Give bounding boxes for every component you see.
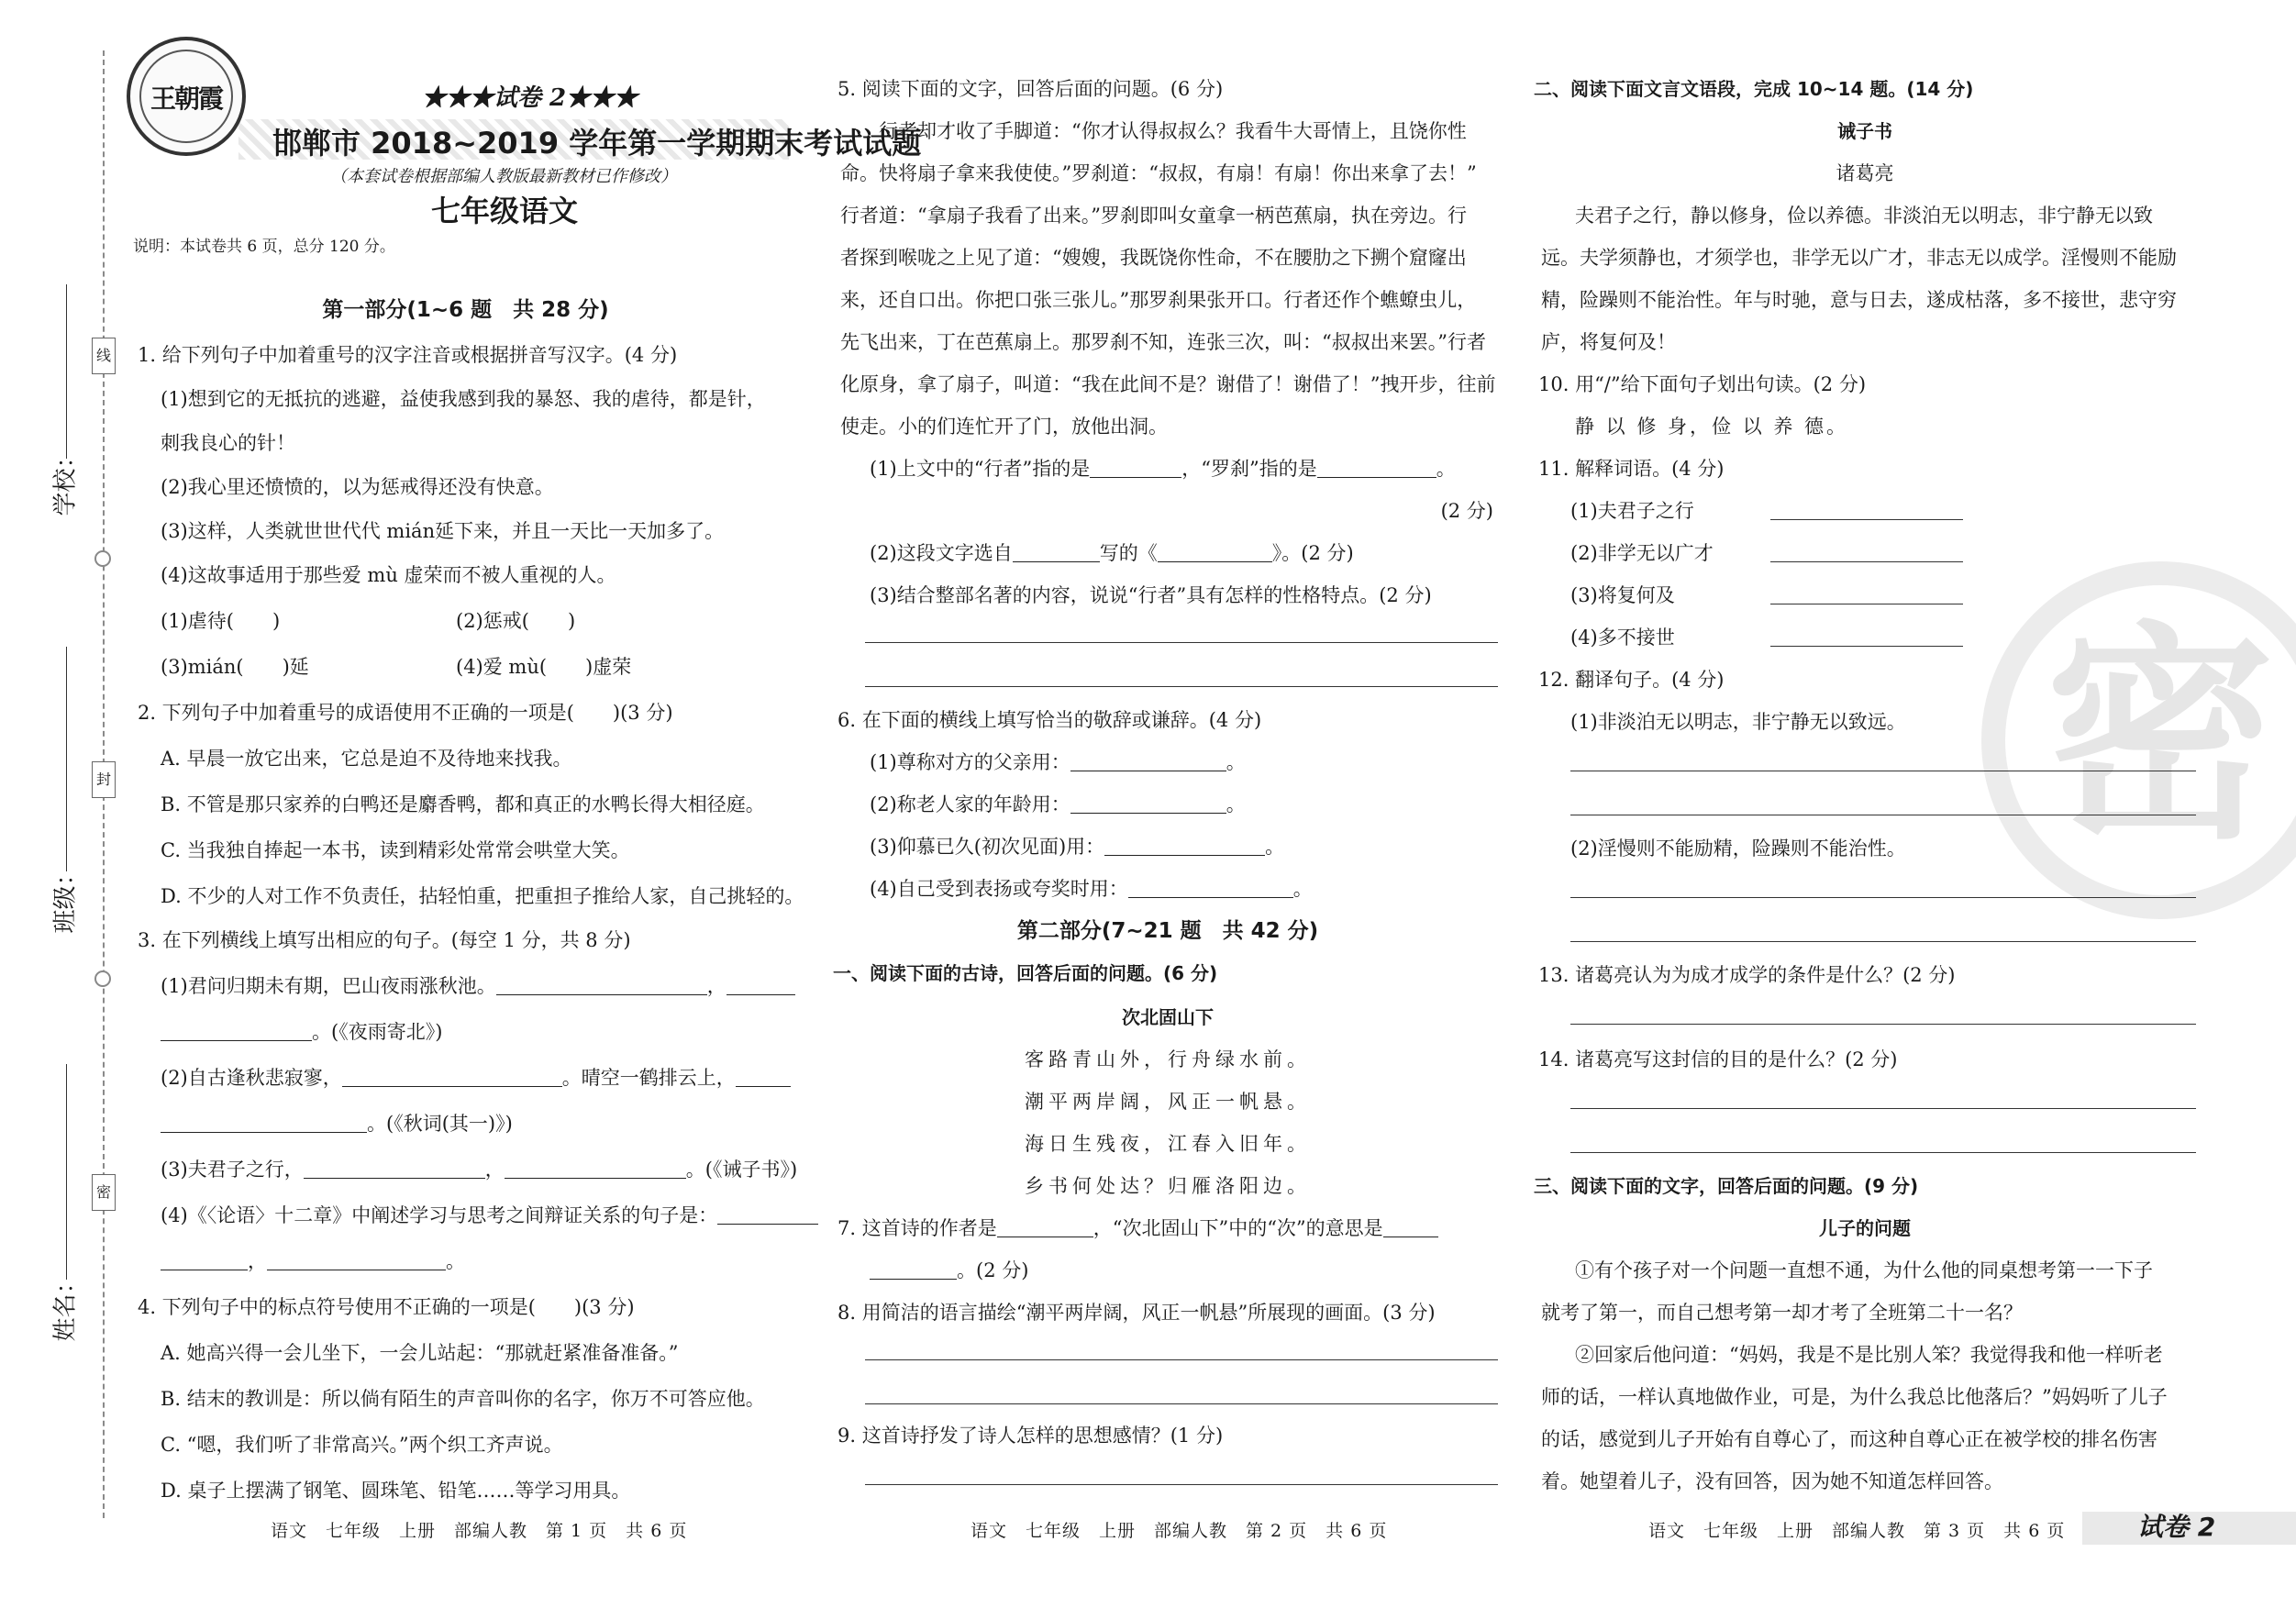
q12-item2: (2)淫慢则不能励精，险躁则不能治性。 [1570, 837, 1906, 859]
answer-blank[interactable] [717, 1204, 818, 1225]
q3-item3-text: (3)夫君子之行， [161, 1159, 304, 1181]
logo-text: 王朝霞 [150, 83, 222, 114]
passage-line: 师的话，一样认真地做作业，可是，为什么我总比他落后？”妈妈听了儿子 [1541, 1386, 2168, 1408]
passage-line: 行者道：“拿扇子我看了出来。”罗刹即叫女童拿一柄芭蕉扇，执在旁边。行 [840, 205, 1467, 227]
answer-line[interactable] [1770, 646, 1963, 647]
answer-blank[interactable] [1070, 793, 1226, 814]
q3-item1: (1)君问归期未有期，巴山夜雨涨秋池。 ， [161, 972, 795, 1000]
secret-stamp-watermark: 密 [1981, 561, 2296, 919]
question-11: 11. 解释词语。(4 分) [1538, 458, 1725, 480]
q1-item1a: (1)想到它的无抵抗的逃避，益使我感到我的暴怒、我的虐待，都是针， [161, 388, 766, 410]
answer-blank[interactable] [1317, 458, 1436, 478]
passage-line: 的话，感觉到儿子开始有自尊心了，而这种自尊心正在被学校的排名伤害 [1541, 1428, 2157, 1450]
answer-line[interactable] [1570, 897, 2196, 898]
answer-blank[interactable] [161, 1021, 312, 1041]
q3-item2 [161, 1064, 791, 1092]
q1-answer4[interactable]: (4)爱 mù( )虚荣 [456, 656, 632, 678]
passage-line: ①有个孩子对一个问题一直想不通，为什么他的同桌想考第一一下子 [1575, 1259, 2153, 1281]
answer-blank[interactable] [736, 1067, 791, 1087]
answer-blank[interactable] [304, 1159, 485, 1179]
q5-item2-end: 》。(2 分) [1271, 542, 1354, 564]
school-field[interactable] [66, 284, 67, 459]
q2-option-c[interactable]: C. 当我独自捧起一本书，读到精彩处常常会哄堂大笑。 [161, 839, 630, 861]
passage-line: 着。她望着儿子，没有回答，因为她不知道怎样回答。 [1541, 1470, 2003, 1492]
answer-line[interactable] [1770, 519, 1963, 520]
q3-item4-text: (4)《〈论语〉十二章》中阐述学习与思考之间辩证关系的句子是： [161, 1204, 718, 1226]
q3-item1-cont [161, 1018, 442, 1046]
part2-heading: 第二部分(7~21 题 共 42 分) [1016, 919, 1319, 943]
passage-line: 就考了第一，而自己想考第一却才考了全班第二十一名？ [1541, 1302, 2023, 1324]
question-1-text: 1. 给下列句子中加着重号的汉字注音或根据拼音写汉字。(4 分) [138, 344, 678, 366]
column-1 [133, 0, 804, 1597]
q5-item1-mid: ，“罗刹”指的是 [1181, 458, 1317, 480]
answer-line[interactable] [1570, 1024, 2196, 1025]
q4-option-d[interactable]: D. 桌子上摆满了钢笔、圆珠笔、铅笔……等学习用具。 [161, 1480, 631, 1502]
poem-line: 海日生残夜，江春入旧年。 [1025, 1133, 1311, 1155]
q12-item1: (1)非淡泊无以明志，非宁静无以致远。 [1570, 711, 1906, 733]
question-7 [837, 1214, 1438, 1242]
answer-blank[interactable] [342, 1067, 562, 1087]
passage-line: 来，还自口出。你把口张三张儿。”那罗刹果张开口。行者还作个蟭蟟虫儿， [840, 289, 1477, 311]
q3-item4-cont: ， 。 [161, 1248, 465, 1275]
question-5: 5. 阅读下面的文字，回答后面的问题。(6 分) [837, 78, 1224, 100]
paper-tab-label: 试卷 2 [2137, 1512, 2216, 1542]
answer-blank[interactable] [161, 1113, 367, 1133]
q1-answer2[interactable]: (2)惩戒( ) [456, 610, 576, 632]
q1-item1b: 刺我良心的针！ [161, 432, 295, 454]
passage-line: 命。快将扇子拿来我使使。”罗刹道：“叔叔，有扇！有扇！你出来拿了去！” [840, 162, 1477, 184]
answer-blank[interactable] [870, 1259, 957, 1280]
passage-line: 行者却才收了手脚道：“你才认得叔叔么？我看牛大哥情上，且饶你性 [879, 120, 1467, 142]
page-footer-2: 语文 七年级 上册 部编人教 第 2 页 共 6 页 [971, 1521, 1388, 1541]
answer-line[interactable] [865, 1403, 1498, 1404]
q1-item4: (4)这故事适用于那些爱 mù 虚荣而不被人重视的人。 [161, 564, 616, 586]
q4-option-c[interactable]: C. “嗯，我们听了非常高兴。”两个织工齐声说。 [161, 1434, 563, 1456]
q5-item1-score: (2 分) [1440, 500, 1493, 522]
answer-blank[interactable] [997, 1217, 1093, 1237]
question-2: 2. 下列句子中加着重号的成语使用不正确的一项是( )(3 分) [138, 702, 673, 724]
name-label: 姓名： [51, 1270, 80, 1342]
answer-line[interactable] [1570, 1108, 2196, 1109]
name-field[interactable] [66, 1064, 67, 1280]
q6-item4: (4)自己受到表扬或夸奖时用： 。 [870, 878, 1313, 900]
subject-title: 七年级语文 [431, 194, 579, 228]
passage-line: 使走。小的们连忙开了门，放他出洞。 [840, 416, 1168, 438]
question-6: 6. 在下面的横线上填写恰当的敬辞或谦辞。(4 分) [837, 709, 1262, 731]
answer-blank[interactable] [267, 1250, 446, 1270]
q5-item3: (3)结合整部名著的内容，说说“行者”具有怎样的性格特点。(2 分) [870, 584, 1432, 606]
question-7-cont [870, 1257, 1028, 1284]
answer-blank[interactable] [1104, 836, 1265, 856]
answer-blank[interactable] [1158, 542, 1272, 562]
answer-line[interactable] [865, 1484, 1498, 1485]
q3-item1-text: (1)君问归期未有期，巴山夜雨涨秋池。 [161, 975, 496, 997]
answer-line[interactable] [1570, 941, 2196, 942]
class-field[interactable] [66, 647, 67, 871]
q11-item4: (4)多不接世 [1570, 627, 1675, 649]
poem-title: 次北固山下 [1122, 1006, 1214, 1028]
q6-item1-text: (1)尊称对方的父亲用： [870, 751, 1070, 773]
section-1-heading: 一、阅读下面的古诗，回答后面的问题。(6 分) [833, 962, 1218, 984]
q5-item2 [870, 539, 1354, 567]
question-10: 10. 用“/”给下面句子划出句读。(2 分) [1538, 373, 1867, 395]
q11-item2: (2)非学无以广才 [1570, 542, 1714, 564]
answer-blank[interactable] [505, 1159, 686, 1179]
q6-item3-text: (3)仰慕已久(初次见面)用： [870, 836, 1105, 858]
section-2-heading: 二、阅读下面文言文语段，完成 10~14 题。(14 分) [1534, 78, 1974, 100]
q1-answer1[interactable]: (1)虐待( ) [161, 610, 281, 632]
answer-blank[interactable] [1090, 458, 1181, 478]
text2-title: 儿子的问题 [1819, 1217, 1911, 1239]
q3-item2-text: (2)自古逢秋悲寂寥， [161, 1067, 342, 1089]
text-title: 诫子书 [1837, 120, 1892, 142]
answer-blank[interactable] [1383, 1217, 1438, 1237]
q3-item2-cont [161, 1110, 513, 1137]
q3-item2-source: 。(《秋词(其一)》) [367, 1113, 513, 1135]
answer-line[interactable] [865, 1359, 1498, 1360]
question-8: 8. 用简洁的语言描绘“潮平两岸阔，风正一帆悬”所展现的画面。(3 分) [837, 1302, 1436, 1324]
question-7-mid: ，“次北固山下”中的“次”的意思是 [1093, 1217, 1383, 1239]
section-3-heading: 三、阅读下面的文字，回答后面的问题。(9 分) [1534, 1175, 1919, 1197]
question-9: 9. 这首诗抒发了诗人怎样的思想感情？(1 分) [837, 1425, 1224, 1447]
question-3: 3. 在下列横线上填写出相应的句子。(每空 1 分，共 8 分) [138, 929, 631, 951]
q3-item4-end: 。 [446, 1250, 465, 1272]
q5-item1-text: (1)上文中的“行者”指的是 [870, 458, 1091, 480]
q2-option-d[interactable]: D. 不少的人对工作不负责任，拈轻怕重，把重担子推给人家，自己挑轻的。 [161, 885, 804, 907]
poem-line: 乡书何处达？归雁洛阳边。 [1025, 1175, 1311, 1197]
part1-heading: 第一部分(1~6 题 共 28 分) [322, 298, 609, 322]
question-4: 4. 下列句子中的标点符号使用不正确的一项是( )(3 分) [138, 1296, 635, 1318]
answer-blank[interactable] [496, 975, 707, 995]
q2-option-a[interactable]: A. 早晨一放它出来，它总是迫不及待地来找我。 [161, 748, 572, 770]
column-2 [833, 0, 1503, 1597]
q6-item2: (2)称老人家的年龄用： 。 [870, 793, 1246, 815]
passage-line: 庐，将复何及！ [1541, 331, 1676, 353]
answer-blank[interactable] [727, 975, 795, 995]
school-label: 学校： [51, 444, 80, 516]
q3-item3: (3)夫君子之行， ， 。(《诫子书》) [161, 1159, 798, 1181]
answer-blank[interactable] [1013, 542, 1100, 562]
question-7-end: 。(2 分) [957, 1259, 1029, 1281]
q6-item4-text: (4)自己受到表扬或夸奖时用： [870, 878, 1128, 900]
column-3 [1534, 0, 2196, 1597]
q3-item2-mid: 。晴空一鹤排云上， [561, 1067, 736, 1089]
text-author: 诸葛亮 [1836, 162, 1894, 184]
exam-title: 邯郸市 2018~2019 学年第一学期期末考试试题 [272, 126, 922, 161]
q5-item2-text: (2)这段文字选自 [870, 542, 1013, 564]
exam-explain: 说明：本试卷共 6 页，总分 120 分。 [133, 238, 395, 256]
answer-line[interactable] [1770, 561, 1963, 562]
q2-option-b[interactable]: B. 不管是那只家养的白鸭还是麝香鸭，都和真正的水鸭长得大相径庭。 [161, 793, 765, 815]
exam-note: （本套试卷根据部编人教版最新教材已作修改） [330, 167, 677, 186]
binding-ring [94, 550, 111, 567]
answer-line[interactable] [865, 642, 1498, 643]
question-13: 13. 诸葛亮认为为成才成学的条件是什么？(2 分) [1538, 964, 1956, 986]
question-1 [138, 341, 677, 369]
binding-ring [94, 970, 111, 987]
passage-line: 化原身，拿了扇子，叫道：“我在此间不是？谢借了！谢借了！”拽开步，往前 [840, 373, 1496, 395]
page-footer-3: 语文 七年级 上册 部编人教 第 3 页 共 6 页 [1648, 1521, 2066, 1541]
q3-item1-source: 。(《夜雨寄北》) [312, 1021, 443, 1043]
page-footer-1: 语文 七年级 上册 部编人教 第 1 页 共 6 页 [271, 1521, 688, 1541]
q4-option-b[interactable]: B. 结末的教训是：所以倘有陌生的声音叫你的名字，你万不可答应他。 [161, 1388, 765, 1410]
answer-blank[interactable] [161, 1250, 248, 1270]
answer-line[interactable] [865, 686, 1498, 687]
answer-blank[interactable] [1128, 878, 1293, 898]
seal-mark-mi: 密 [92, 1174, 116, 1211]
q11-item1: (1)夫君子之行 [1570, 500, 1694, 522]
passage-line: 精，险躁则不能治性。年与时驰，意与日去，遂成枯落，多不接世，悲守穷 [1541, 289, 2177, 311]
q1-item3: (3)这样，人类就世世代代 mián延下来，并且一天比一天加多了。 [161, 520, 725, 542]
class-label: 班级： [51, 861, 80, 934]
question-14: 14. 诸葛亮写这封信的目的是什么？(2 分) [1538, 1048, 1898, 1070]
q4-option-a[interactable]: A. 她高兴得一会儿坐下，一会儿站起：“那就赶紧准备准备。” [161, 1342, 679, 1364]
q3-item4 [161, 1202, 818, 1229]
q5-item2-mid: 写的《 [1099, 542, 1158, 564]
q5-item1-end: 。 [1436, 458, 1456, 480]
passage-line: 先飞出来，丁在芭蕉扇上。那罗刹不知，连张三次，叫：“叔叔出来罢。”行者 [840, 331, 1486, 353]
q3-item3-source: 。(《诫子书》) [685, 1159, 798, 1181]
poem-line: 潮平两岸阔，风正一帆悬。 [1025, 1091, 1311, 1113]
q1-answer3[interactable]: (3)mián( )延 [161, 656, 309, 678]
q1-item2: (2)我心里还愤愤的，以为惩戒得还没有快意。 [161, 476, 554, 498]
q11-item3: (3)将复何及 [1570, 584, 1675, 606]
q6-item3: (3)仰慕已久(初次见面)用： 。 [870, 836, 1285, 858]
q6-item2-text: (2)称老人家的年龄用： [870, 793, 1070, 815]
poem-line: 客路青山外，行舟绿水前。 [1025, 1048, 1311, 1070]
q10-sentence[interactable]: 静 以 修 身，俭 以 养 德。 [1575, 416, 1849, 438]
question-12: 12. 翻译句子。(4 分) [1538, 669, 1725, 691]
question-7-text: 7. 这首诗的作者是 [837, 1217, 997, 1239]
passage-line: ②回家后他问道：“妈妈，我是不是比别人笨？我觉得我和他一样听老 [1575, 1344, 2163, 1366]
answer-line[interactable] [1570, 1152, 2196, 1153]
seal-mark-xian: 线 [92, 338, 116, 374]
passage-line: 远。夫学须静也，才须学也，非学无以广才，非志无以成学。淫慢则不能励 [1541, 247, 2177, 269]
passage-line: 夫君子之行，静以修身，俭以养德。非淡泊无以明志，非宁静无以致 [1575, 205, 2153, 227]
q5-item1 [870, 455, 1456, 482]
passage-line: 者探到喉咙之上见了道：“嫂嫂，我既饶你性命，不在腰肋之下搠个窟窿出 [840, 247, 1467, 269]
paper-number: ★★★试卷 2★★★ [422, 84, 638, 112]
seal-mark-feng: 封 [92, 761, 116, 798]
q6-item1: (1)尊称对方的父亲用： 。 [870, 751, 1246, 773]
answer-blank[interactable] [1070, 751, 1226, 771]
